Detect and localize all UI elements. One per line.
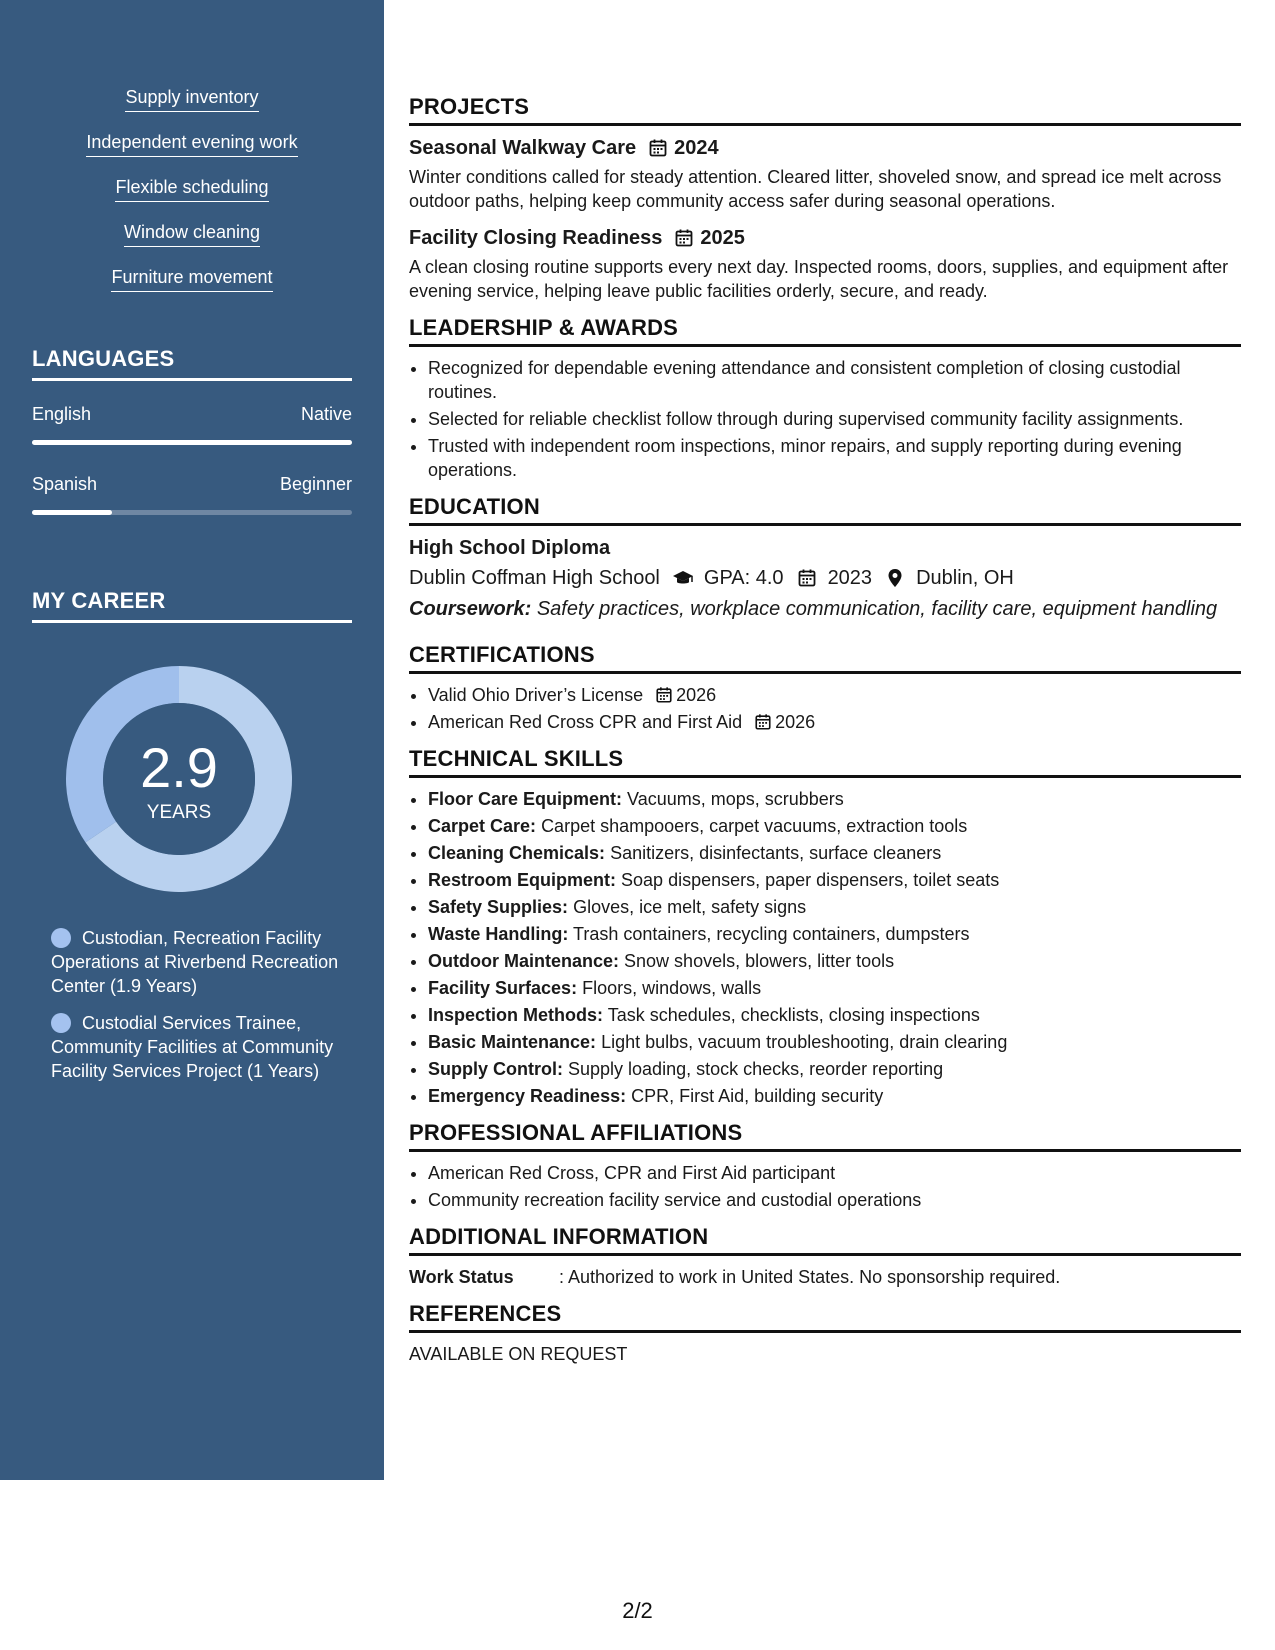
certification-name: • Valid Ohio Driver’s License	[428, 685, 644, 705]
skill-item	[428, 1057, 1241, 1081]
section-title: PROFESSIONAL AFFILIATIONS	[409, 1120, 1241, 1152]
skill-item	[428, 895, 1241, 919]
skill-value: Trash containers, recycling containers, dumpsters	[573, 924, 970, 944]
location-pin-icon	[884, 568, 906, 588]
education-meta	[409, 565, 1241, 591]
education-section	[409, 494, 1241, 622]
project-header	[409, 225, 1241, 251]
skill-label: Cleaning Chemicals:	[428, 843, 606, 863]
language-bar-fill	[32, 510, 112, 515]
interest-item: Flexible scheduling	[115, 176, 268, 202]
coursework-label: Coursework:	[409, 598, 532, 620]
skill-value: Vacuums, mops, scrubbers	[627, 789, 844, 809]
skill-item	[428, 787, 1241, 811]
skill-label: Facility Surfaces:	[428, 978, 578, 998]
project-header	[409, 135, 1241, 161]
project-title: Facility Closing Readiness	[409, 227, 663, 249]
skill-value: CPR, First Aid, building security	[631, 1086, 884, 1106]
career-item	[51, 1011, 341, 1083]
section-title: LEADERSHIP & AWARDS	[409, 315, 1241, 347]
section-title: PROJECTS	[409, 94, 1241, 126]
calendar-icon	[648, 138, 668, 158]
skill-label: Carpet Care:	[428, 816, 537, 836]
page-number: 2/2	[622, 1598, 653, 1623]
section-title: REFERENCES	[409, 1301, 1241, 1333]
language-level: Native	[300, 404, 352, 424]
leadership-section	[409, 315, 1241, 482]
skill-value: Supply loading, stock checks, reorder reporting	[568, 1059, 944, 1079]
sidebar	[0, 0, 384, 1480]
education-gpa: GPA: 4.0	[703, 567, 784, 589]
project-title: Seasonal Walkway Care	[409, 137, 637, 159]
skill-value: Gloves, ice melt, safety signs	[573, 897, 807, 917]
skill-item	[428, 1030, 1241, 1054]
list-item	[428, 683, 1241, 707]
certification-name: • American Red Cross CPR and First Aid	[428, 712, 743, 732]
language-level: Beginner	[279, 474, 352, 494]
skill-label: Basic Maintenance:	[428, 1032, 597, 1052]
career-total-years: 2.9	[140, 736, 218, 799]
skill-item	[428, 1084, 1241, 1108]
language-entry	[32, 404, 352, 445]
skill-item	[428, 841, 1241, 865]
languages-heading: LANGUAGES	[32, 346, 352, 381]
calendar-icon	[796, 568, 818, 588]
list-item: • Community recreation facility service and custodial operations	[428, 1188, 1241, 1212]
projects-section	[409, 94, 1241, 303]
career-legend-dot	[51, 928, 71, 948]
skill-item	[428, 1003, 1241, 1027]
certification-year: 2026	[775, 712, 816, 732]
skill-item	[428, 922, 1241, 946]
list-item: • Recognized for dependable evening attendance and consistent completion of closing custodial routines.	[428, 356, 1241, 404]
list-item	[428, 710, 1241, 734]
interest-item: Supply inventory	[125, 86, 258, 112]
career-item-text: Custodial Services Trainee, Community Facilities at Community Facility Services Project (1 Years)	[51, 1013, 334, 1081]
references-section	[409, 1301, 1241, 1366]
interest-item: Independent evening work	[86, 131, 297, 157]
language-name: Spanish	[32, 474, 98, 494]
skill-label: Safety Supplies:	[428, 897, 569, 917]
project-description: A clean closing routine supports every next day. Inspected rooms, doors, supplies, and equipment after evening service, helping leave public facilities orderly, secure, and ready.	[409, 257, 1229, 301]
skill-value: Snow shovels, blowers, litter tools	[624, 951, 895, 971]
certifications-section	[409, 642, 1241, 734]
skill-value: Sanitizers, disinfectants, surface cleaners	[610, 843, 942, 863]
skill-value: Light bulbs, vacuum troubleshooting, drain clearing	[601, 1032, 1008, 1052]
career-legend-dot	[51, 1013, 71, 1033]
work-status-label: Work Status	[409, 1267, 514, 1287]
interest-item: Furniture movement	[111, 266, 272, 292]
interest-item: Window cleaning	[124, 221, 260, 247]
section-title: EDUCATION	[409, 494, 1241, 526]
calendar-icon	[754, 713, 772, 731]
language-entry	[32, 474, 352, 515]
skill-label: Waste Handling:	[428, 924, 569, 944]
section-title: TECHNICAL SKILLS	[409, 746, 1241, 778]
section-title: CERTIFICATIONS	[409, 642, 1241, 674]
certification-year: 2026	[676, 685, 717, 705]
work-status-value: : Authorized to work in United States. No sponsorship required.	[559, 1267, 1061, 1287]
career-item	[51, 926, 341, 998]
additional-section	[409, 1224, 1241, 1289]
skill-label: Emergency Readiness:	[428, 1086, 627, 1106]
main-content	[409, 94, 1241, 1378]
education-school: Dublin Coffman High School	[409, 567, 660, 589]
calendar-icon	[674, 228, 694, 248]
career-years-label: YEARS	[146, 802, 212, 823]
skill-label: Outdoor Maintenance:	[428, 951, 620, 971]
graduation-cap-icon	[672, 568, 694, 588]
project-year: 2024	[674, 137, 719, 159]
skill-value: Soap dispensers, paper dispensers, toilet seats	[621, 870, 1000, 890]
language-bar	[32, 510, 352, 515]
education-degree: High School Diploma	[409, 537, 611, 559]
list-item: • Trusted with independent room inspections, minor repairs, and supply reporting during evening operations.	[428, 434, 1241, 482]
education-location: Dublin, OH	[916, 567, 1014, 589]
career-heading: MY CAREER	[32, 588, 352, 623]
project-year: 2025	[700, 227, 745, 249]
skills-section	[409, 746, 1241, 1108]
coursework-text: Safety practices, workplace communication, facility care, equipment handling	[536, 598, 1218, 620]
list-item: • American Red Cross, CPR and First Aid participant	[428, 1161, 1241, 1185]
references-text: AVAILABLE ON REQUEST	[409, 1344, 628, 1364]
language-bar-fill	[32, 440, 352, 445]
career-list	[51, 926, 341, 1096]
education-coursework	[409, 596, 1241, 622]
career-item-text: Custodian, Recreation Facility Operations at Riverbend Recreation Center (1.9 Years)	[51, 928, 339, 996]
skill-item	[428, 976, 1241, 1000]
affiliations-section	[409, 1120, 1241, 1212]
language-bar	[32, 440, 352, 445]
list-item: • Selected for reliable checklist follow through during supervised community facility assignments.	[428, 407, 1241, 431]
work-status-row	[409, 1265, 1241, 1289]
skill-label: Inspection Methods:	[428, 1005, 603, 1025]
project-description: Winter conditions called for steady attention. Cleared litter, shoveled snow, and spread ice melt across outdoor paths, helping keep community access safer during seasonal operations.	[409, 167, 1222, 211]
education-year: 2023	[827, 567, 873, 589]
language-name: English	[32, 404, 92, 424]
skill-item	[428, 814, 1241, 838]
skill-label: Supply Control:	[428, 1059, 563, 1079]
skill-value: Task schedules, checklists, closing inspections	[607, 1005, 980, 1025]
skill-value: Floors, windows, walls	[582, 978, 762, 998]
interests-list	[0, 86, 384, 311]
skill-label: Floor Care Equipment:	[428, 789, 623, 809]
career-donut	[66, 666, 292, 892]
skill-label: Restroom Equipment:	[428, 870, 617, 890]
skill-item	[428, 949, 1241, 973]
calendar-icon	[655, 686, 673, 704]
skill-item	[428, 868, 1241, 892]
section-title: ADDITIONAL INFORMATION	[409, 1224, 1241, 1256]
skill-value: Carpet shampooers, carpet vacuums, extraction tools	[541, 816, 968, 836]
